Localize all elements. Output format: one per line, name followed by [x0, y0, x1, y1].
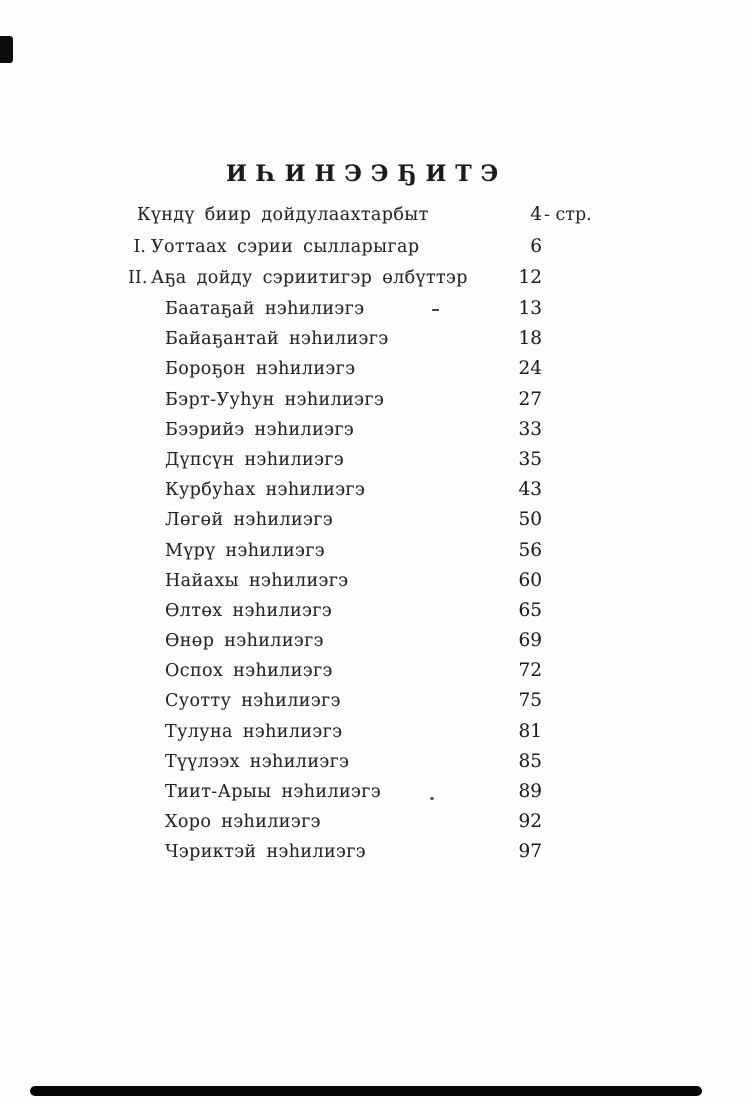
- toc-row-numeral: I.: [133, 237, 146, 257]
- toc-row: [128, 237, 542, 268]
- toc-row-label: Бороҕон нэһилиэгэ: [165, 359, 356, 380]
- toc-row: [128, 510, 542, 540]
- toc-row: [128, 268, 542, 299]
- toc-row: [128, 359, 542, 389]
- toc-row: [128, 812, 542, 842]
- toc-row: [128, 480, 542, 510]
- toc-row-page: 50: [518, 509, 542, 531]
- toc-row-page: 27: [518, 388, 542, 410]
- toc-row: [128, 782, 542, 812]
- toc-row-label: Уоттаах сэрии сылларыгар: [151, 237, 420, 257]
- toc-row-label: Чэриктэй нэһилиэгэ: [165, 842, 366, 863]
- toc-row: [128, 420, 542, 450]
- toc-row-page: 60: [518, 569, 542, 591]
- toc-row-label: Дүпсүн нэһилиэгэ: [165, 449, 345, 470]
- toc-row-page: 85: [518, 750, 542, 772]
- toc-row-page: 24: [518, 358, 542, 380]
- toc-row-page: 33: [518, 418, 542, 440]
- toc-row-label: Суотту нэһилиэгэ: [165, 691, 341, 712]
- toc-row-label: Курбуһах нэһилиэгэ: [165, 480, 366, 501]
- toc-row-page: 43: [518, 479, 542, 501]
- toc-row: [128, 204, 592, 237]
- toc-row-label: Оспох нэһилиэгэ: [165, 661, 333, 682]
- toc-row: [128, 661, 542, 691]
- toc-row: [128, 601, 542, 631]
- toc-row: [128, 450, 542, 480]
- toc-row-label: Мүрү нэһилиэгэ: [165, 540, 326, 561]
- toc-row-page: 65: [518, 599, 542, 621]
- page-title: ИҺИНЭЭҔИТЭ: [226, 160, 508, 187]
- toc-row-label: Лөгөй нэһилиэгэ: [165, 510, 334, 531]
- toc-row: [128, 390, 542, 420]
- toc-row: [128, 691, 542, 721]
- scan-artifact-dot: [430, 797, 434, 800]
- toc-row-page: 97: [518, 841, 542, 863]
- toc-row-label: Бэрт-Ууһун нэһилиэгэ: [165, 389, 385, 410]
- toc-row-label: Өнөр нэһилиэгэ: [165, 631, 324, 652]
- toc-row-page: 35: [518, 448, 542, 470]
- toc-row-page: 92: [518, 811, 542, 833]
- toc-row-label: Тиит-Арыы нэһилиэгэ: [165, 782, 382, 802]
- toc-row-page: 89: [518, 781, 542, 802]
- scan-artifact-left-notch: [0, 36, 13, 63]
- toc-row-label: Аҕа дойду сэриитигэр өлбүттэр: [151, 268, 468, 288]
- toc-row: [128, 722, 542, 752]
- toc-row-label: Тулуна нэһилиэгэ: [165, 721, 343, 742]
- toc-row-page: 75: [518, 690, 542, 712]
- toc-row-page: 4: [530, 204, 542, 225]
- toc-row-page: 72: [518, 660, 542, 682]
- toc-row: [128, 842, 542, 872]
- toc-row: [128, 541, 542, 571]
- toc-row-page: 56: [518, 539, 542, 561]
- toc-row-label: Найахы нэһилиэгэ: [165, 570, 349, 591]
- toc-row-page: 69: [518, 630, 542, 652]
- toc-row-label: Өлтөх нэһилиэгэ: [165, 600, 333, 621]
- toc-row-label: Байаҕантай нэһилиэгэ: [165, 329, 389, 350]
- toc-row-page: 13: [518, 298, 542, 319]
- toc-row-page: 12: [518, 267, 542, 288]
- toc-row-page: 18: [518, 328, 542, 350]
- toc-row-label: Түүлээх нэһилиэгэ: [165, 751, 350, 772]
- scan-artifact-dash: [432, 309, 439, 311]
- toc-row-label: Күндү биир дойдулаахтарбыт: [137, 205, 429, 225]
- scan-artifact-bottom-bar: [30, 1086, 702, 1096]
- toc-row-label: Хоро нэһилиэгэ: [165, 812, 321, 833]
- toc-row: [128, 299, 542, 329]
- toc-row-label: Баатаҕай нэһилиэгэ: [165, 299, 365, 319]
- toc-row: [128, 752, 542, 782]
- toc-row-label: Бээрийэ нэһилиэгэ: [165, 419, 355, 440]
- toc-row-page: 6: [530, 236, 542, 257]
- toc-list: [128, 204, 592, 873]
- toc-row-page-suffix: - стр.: [544, 205, 592, 225]
- toc-row: [128, 329, 542, 359]
- toc-row-page: 81: [518, 720, 542, 742]
- toc-row: [128, 571, 542, 601]
- toc-row-numeral: II.: [128, 268, 148, 288]
- toc-row: [128, 631, 542, 661]
